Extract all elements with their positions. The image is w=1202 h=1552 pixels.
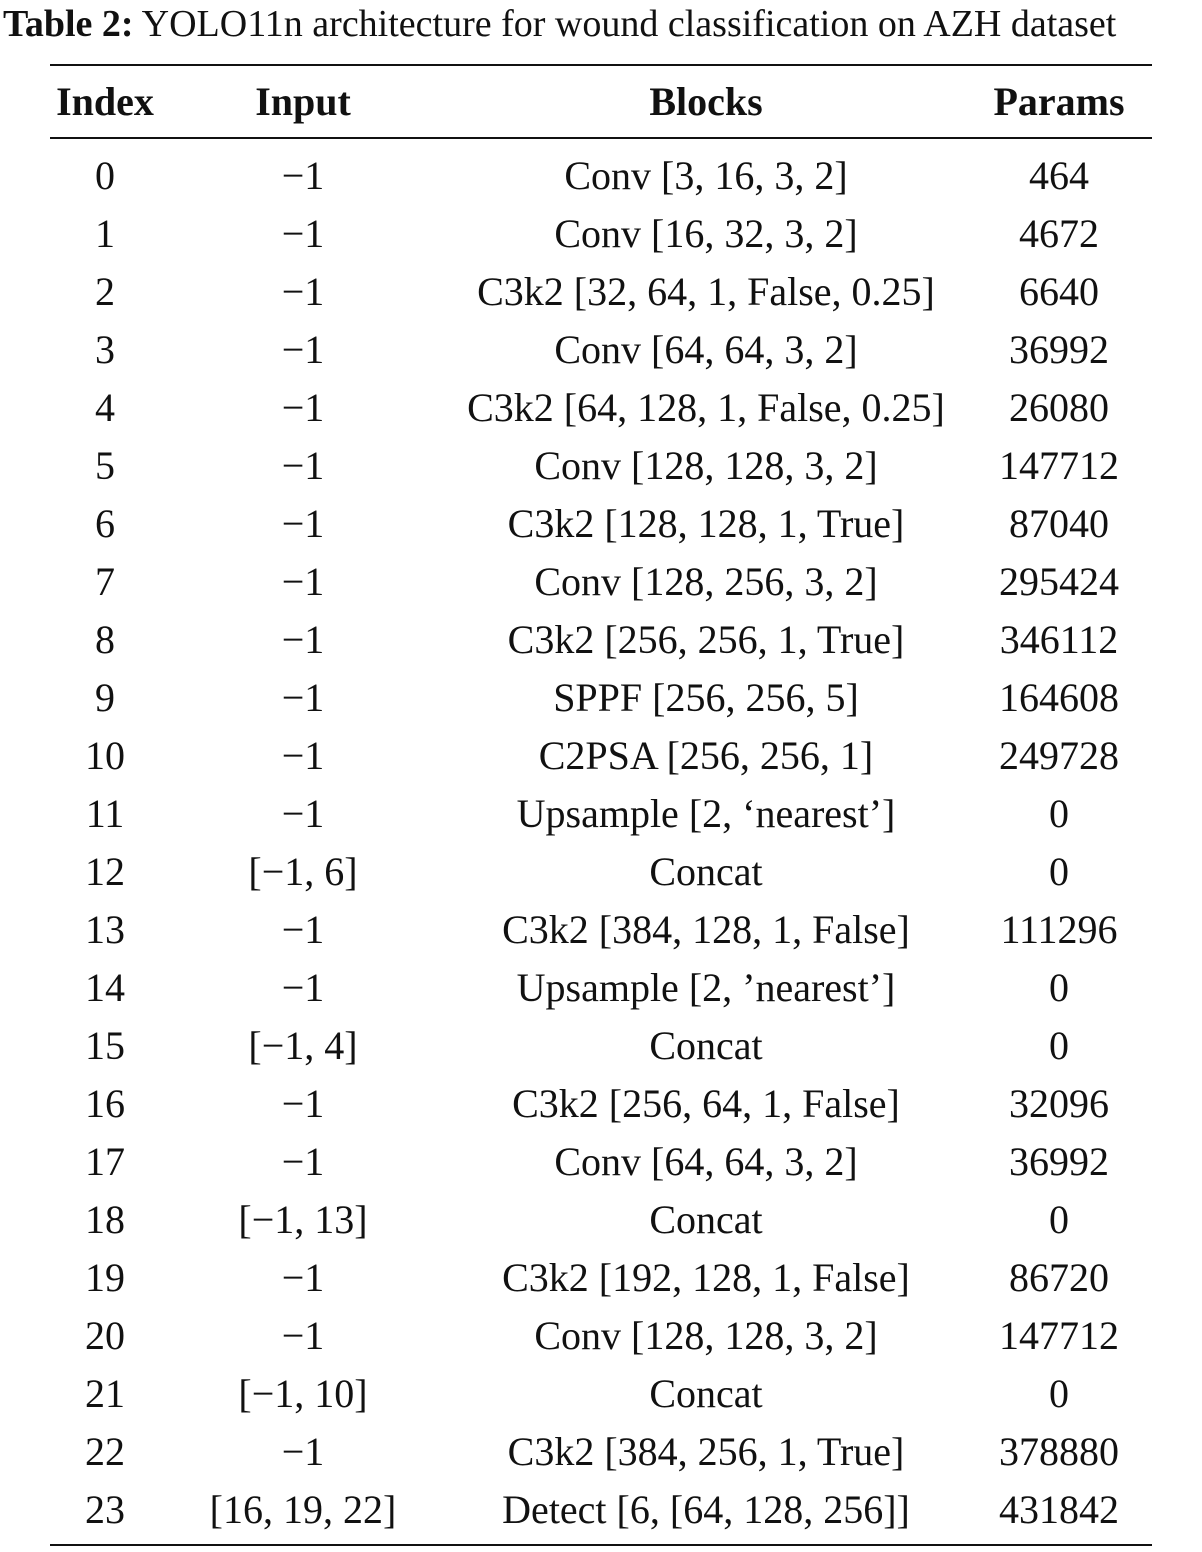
- cell-blocks: Conv [128, 128, 3, 2]: [534, 443, 878, 488]
- table-caption: [3, 2, 1201, 46]
- table-row: [50, 1365, 1152, 1423]
- cell-input: [−1, 13]: [238, 1197, 368, 1242]
- cell-index: 3: [95, 327, 115, 372]
- table-row: [50, 1249, 1152, 1307]
- cell-index: 21: [85, 1371, 125, 1416]
- table-row: [50, 495, 1152, 553]
- table-row: [50, 1075, 1152, 1133]
- table-row: [50, 379, 1152, 437]
- cell-index: 22: [85, 1429, 125, 1474]
- cell-index: 18: [85, 1197, 125, 1242]
- cell-input: [−1, 10]: [238, 1371, 368, 1416]
- cell-blocks: C2PSA [256, 256, 1]: [538, 733, 874, 778]
- table-row: [50, 1307, 1152, 1365]
- cell-index: 12: [85, 849, 125, 894]
- cell-input: −1: [281, 211, 325, 256]
- cell-params: 0: [1049, 849, 1069, 894]
- cell-input: −1: [281, 269, 325, 314]
- cell-blocks: Conv [64, 64, 3, 2]: [554, 1139, 858, 1184]
- cell-params: 431842: [999, 1487, 1119, 1532]
- cell-input: −1: [281, 327, 325, 372]
- cell-index: 4: [95, 385, 115, 430]
- cell-input: −1: [281, 791, 325, 836]
- cell-input: −1: [281, 675, 325, 720]
- cell-blocks: Concat: [649, 1197, 763, 1242]
- table-row: [50, 137, 1152, 205]
- table-row: [50, 901, 1152, 959]
- cell-params: 6640: [1019, 269, 1099, 314]
- cell-params: 26080: [1009, 385, 1109, 430]
- cell-input: −1: [281, 443, 325, 488]
- table-row: [50, 843, 1152, 901]
- cell-index: 11: [85, 791, 125, 836]
- header-blocks: Blocks: [649, 79, 763, 124]
- cell-index: 13: [85, 907, 125, 952]
- header-params: Params: [993, 79, 1125, 124]
- cell-blocks: Conv [128, 256, 3, 2]: [534, 559, 878, 604]
- cell-index: 17: [85, 1139, 125, 1184]
- cell-params: 36992: [1009, 327, 1109, 372]
- table-row: [50, 1017, 1152, 1075]
- cell-params: 32096: [1009, 1081, 1109, 1126]
- header-input: Input: [255, 79, 351, 124]
- cell-index: 14: [85, 965, 125, 1010]
- cell-index: 10: [85, 733, 125, 778]
- cell-blocks: Conv [3, 16, 3, 2]: [564, 153, 848, 198]
- cell-index: 9: [95, 675, 115, 720]
- header-index: Index: [56, 79, 154, 124]
- cell-params: 0: [1049, 1197, 1069, 1242]
- cell-blocks: Concat: [649, 1023, 763, 1068]
- cell-params: 87040: [1009, 501, 1109, 546]
- table-row: [50, 205, 1152, 263]
- cell-params: 164608: [999, 675, 1119, 720]
- table-row: [50, 263, 1152, 321]
- cell-blocks: Detect [6, [64, 128, 256]]: [502, 1487, 910, 1532]
- cell-params: 295424: [999, 559, 1119, 604]
- cell-params: 249728: [999, 733, 1119, 778]
- cell-index: 8: [95, 617, 115, 662]
- cell-params: 346112: [999, 617, 1119, 662]
- table-row: [50, 437, 1152, 495]
- cell-params: 111296: [1000, 907, 1118, 952]
- cell-params: 147712: [999, 443, 1119, 488]
- table-row: [50, 611, 1152, 669]
- table-row: [50, 321, 1152, 379]
- cell-input: [16, 19, 22]: [209, 1487, 397, 1532]
- cell-input: −1: [281, 385, 325, 430]
- cell-input: −1: [281, 1255, 325, 1300]
- cell-index: 1: [95, 211, 115, 256]
- table-row: [50, 1191, 1152, 1249]
- table-row: [50, 785, 1152, 843]
- architecture-table: [50, 66, 1152, 1539]
- cell-index: 0: [95, 153, 115, 198]
- cell-blocks: Conv [64, 64, 3, 2]: [554, 327, 858, 372]
- cell-blocks: C3k2 [32, 64, 1, False, 0.25]: [477, 269, 935, 314]
- cell-index: 7: [95, 559, 115, 604]
- cell-params: 36992: [1009, 1139, 1109, 1184]
- cell-input: [−1, 6]: [248, 849, 358, 894]
- cell-input: −1: [281, 501, 325, 546]
- cell-blocks: Concat: [649, 849, 763, 894]
- cell-input: −1: [281, 559, 325, 604]
- caption-label: Table 2:: [3, 3, 134, 45]
- cell-blocks: SPPF [256, 256, 5]: [553, 675, 859, 720]
- cell-params: 378880: [999, 1429, 1119, 1474]
- table-row: [50, 727, 1152, 785]
- cell-index: 23: [85, 1487, 125, 1532]
- cell-input: −1: [281, 1429, 325, 1474]
- caption-text: YOLO11n architecture for wound classification on AZH dataset: [133, 3, 1117, 45]
- cell-blocks: Conv [16, 32, 3, 2]: [554, 211, 858, 256]
- cell-index: 16: [85, 1081, 125, 1126]
- cell-index: 19: [85, 1255, 125, 1300]
- cell-blocks: C3k2 [384, 128, 1, False]: [502, 907, 910, 952]
- table-row: [50, 959, 1152, 1017]
- table-body: [50, 137, 1152, 1539]
- cell-input: [−1, 4]: [248, 1023, 358, 1068]
- table-row: [50, 1133, 1152, 1191]
- cell-input: −1: [281, 153, 325, 198]
- bottom-rule: [50, 1544, 1152, 1546]
- cell-index: 20: [85, 1313, 125, 1358]
- cell-params: 0: [1049, 965, 1069, 1010]
- cell-blocks: C3k2 [384, 256, 1, True]: [507, 1429, 905, 1474]
- cell-input: −1: [281, 617, 325, 662]
- cell-blocks: Upsample [2, ’nearest’]: [516, 965, 896, 1010]
- cell-input: −1: [281, 733, 325, 778]
- cell-index: 15: [85, 1023, 125, 1068]
- cell-params: 4672: [1019, 211, 1099, 256]
- table-row: [50, 553, 1152, 611]
- cell-input: −1: [281, 907, 325, 952]
- table-row: [50, 669, 1152, 727]
- cell-input: −1: [281, 1313, 325, 1358]
- cell-params: 464: [1029, 153, 1089, 198]
- cell-params: 86720: [1009, 1255, 1109, 1300]
- cell-blocks: C3k2 [64, 128, 1, False, 0.25]: [467, 385, 945, 430]
- cell-params: 0: [1049, 791, 1069, 836]
- cell-input: −1: [281, 1081, 325, 1126]
- table-row: [50, 1481, 1152, 1539]
- cell-params: 147712: [999, 1313, 1119, 1358]
- table-row: [50, 1423, 1152, 1481]
- cell-blocks: C3k2 [128, 128, 1, True]: [507, 501, 905, 546]
- cell-params: 0: [1049, 1371, 1069, 1416]
- cell-blocks: Upsample [2, ‘nearest’]: [516, 791, 896, 836]
- cell-input: −1: [281, 965, 325, 1010]
- cell-blocks: C3k2 [192, 128, 1, False]: [502, 1255, 910, 1300]
- header-row: [50, 66, 1152, 137]
- cell-params: 0: [1049, 1023, 1069, 1068]
- cell-index: 2: [95, 269, 115, 314]
- cell-index: 5: [95, 443, 115, 488]
- cell-index: 6: [95, 501, 115, 546]
- cell-blocks: C3k2 [256, 64, 1, False]: [512, 1081, 900, 1126]
- cell-blocks: Conv [128, 128, 3, 2]: [534, 1313, 878, 1358]
- cell-input: −1: [281, 1139, 325, 1184]
- cell-blocks: C3k2 [256, 256, 1, True]: [507, 617, 905, 662]
- cell-blocks: Concat: [649, 1371, 763, 1416]
